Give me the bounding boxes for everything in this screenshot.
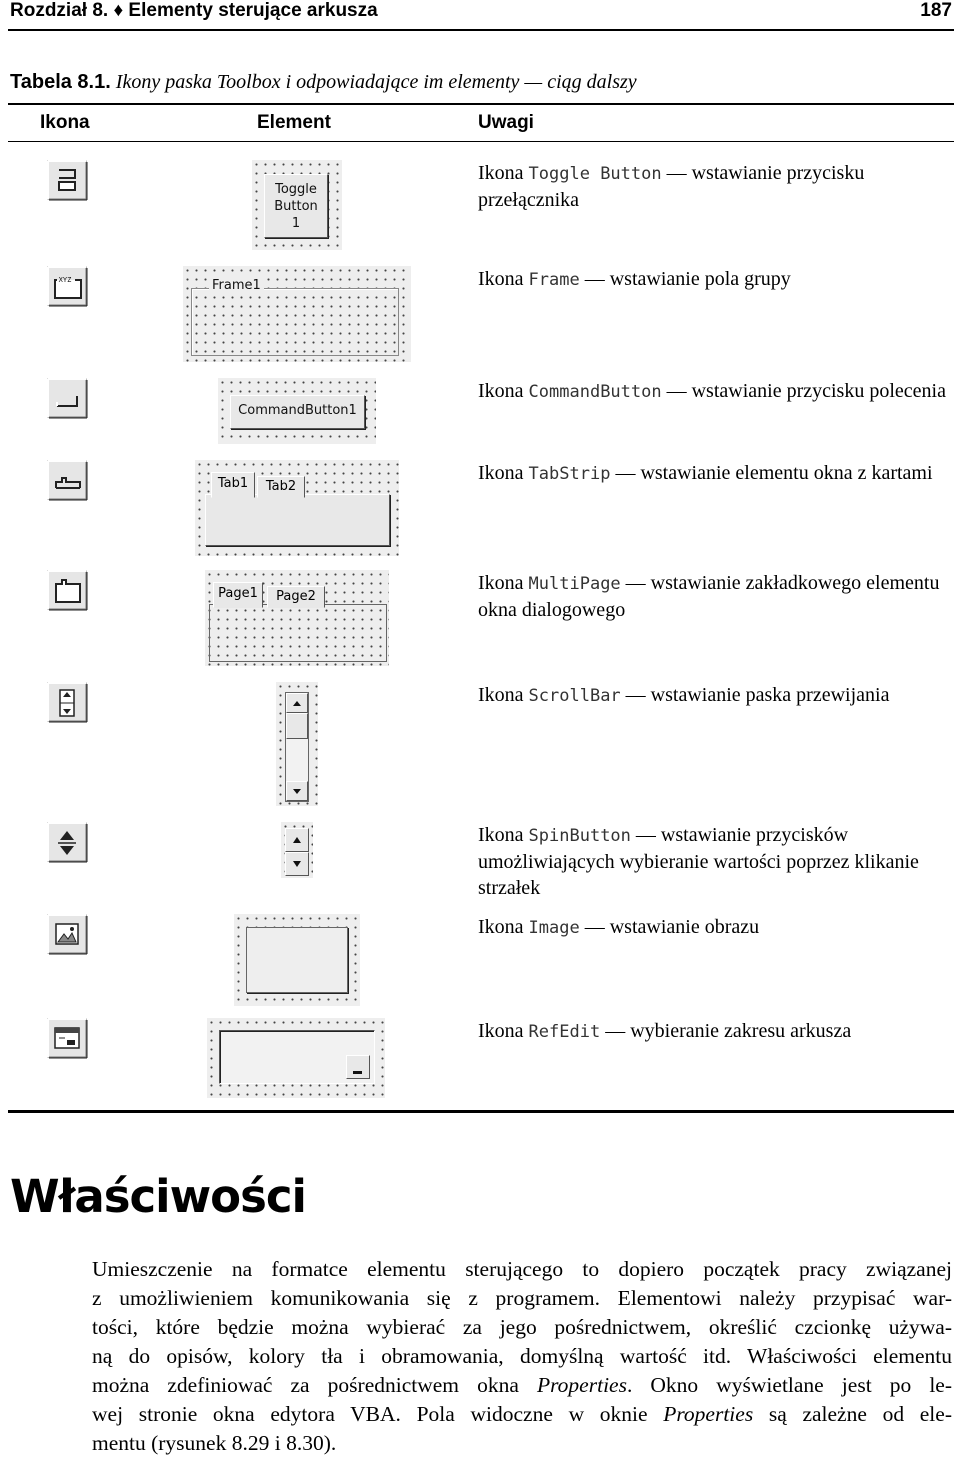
- row-note: Ikona Frame — wstawianie pola grupy: [478, 268, 791, 290]
- header-rule: [8, 29, 954, 31]
- spinbutton-icon: [47, 822, 89, 864]
- image-icon: [47, 914, 89, 956]
- frame-icon: [47, 266, 89, 308]
- table-rule-top: [8, 103, 954, 105]
- row-note: Ikona TabStrip — wstawianie elementu okna z kartami: [478, 462, 933, 484]
- tabstrip-icon: [47, 460, 89, 502]
- column-header-element: Element: [257, 112, 331, 133]
- running-header: [10, 0, 952, 24]
- code-name: CommandButton: [528, 382, 662, 402]
- code-name: Frame: [528, 270, 580, 290]
- code-name: Image: [528, 918, 580, 938]
- refedit-preview: [207, 1018, 385, 1098]
- scrollbar-icon: [47, 682, 89, 724]
- row-note: Ikona CommandButton — wstawianie przycisku polecenia: [478, 380, 946, 402]
- table-header-rule: [8, 141, 954, 142]
- command-button-icon: [47, 378, 89, 420]
- row-note: Ikona RefEdit — wybieranie zakresu arkusza: [478, 1020, 852, 1042]
- row-note: Ikona ScrollBar — wstawianie paska przewijania: [478, 684, 890, 706]
- tab-2: Tab2: [257, 476, 305, 498]
- column-header-notes: Uwagi: [478, 112, 534, 133]
- code-name: MultiPage: [528, 574, 621, 594]
- toggle-button-preview: [252, 160, 342, 250]
- row-note: Ikona Image — wstawianie obrazu: [478, 916, 760, 938]
- row-note: Ikona MultiPage — wstawianie zakładkowego elementu okna dialogowego: [478, 572, 940, 621]
- spinbutton-preview: [281, 822, 313, 878]
- image-preview: [234, 914, 360, 1006]
- frame-label: Frame1: [209, 278, 264, 293]
- table-rule-bottom: [8, 1110, 954, 1113]
- body-line: z umożliwieniem komunikowania się z programem. Elementowi należy przypisać war-: [92, 1286, 952, 1310]
- section-title: Właściwości: [10, 1170, 306, 1223]
- code-name: RefEdit: [528, 1022, 601, 1042]
- command-button-label: CommandButton1: [230, 395, 365, 429]
- frame-icon-label: XYZ: [58, 276, 72, 284]
- code-name: SpinButton: [528, 826, 631, 846]
- body-paragraph: [92, 1255, 952, 1458]
- toggle-button-icon: [47, 160, 89, 202]
- command-button-preview: [218, 378, 376, 444]
- page-number: 187: [920, 0, 952, 21]
- caption-label: Tabela 8.1.: [10, 71, 111, 93]
- code-name: Toggle Button: [528, 164, 662, 184]
- body-line: ną do opisów, kolory tła i obramowania, domyślną wartość itd. Właściwości elementu: [92, 1344, 952, 1368]
- body-line: można zdefiniować za pośrednictwem okna Properties. Okno wyświetlane jest po le-: [92, 1373, 952, 1397]
- properties-term: Properties: [663, 1402, 754, 1426]
- multipage-icon: [47, 570, 89, 612]
- multipage-preview: [205, 570, 389, 666]
- body-line: tości, które będzie można wybierać za jego pośrednictwem, określić czcionkę używa-: [92, 1315, 952, 1339]
- body-line: mentu (rysunek 8.29 i 8.30).: [92, 1431, 337, 1455]
- scrollbar-preview: [276, 682, 318, 806]
- frame-preview: [183, 266, 411, 362]
- row-note: Ikona SpinButton — wstawianie przycisków umożliwiających wybieranie wartości poprzez klikanie strzałek: [478, 824, 919, 899]
- table-caption: [10, 71, 637, 94]
- toggle-button-label-line1: Toggle: [275, 182, 317, 197]
- code-name: ScrollBar: [528, 686, 621, 706]
- page-tab-1: Page1: [213, 582, 263, 608]
- body-line: Umieszczenie na formatce elementu sterującego to dopiero początek pracy związanej: [92, 1257, 952, 1281]
- chapter-title: Rozdział 8. ♦ Elementy sterujące arkusza: [10, 0, 378, 21]
- tabstrip-preview: [195, 460, 399, 556]
- toggle-button-label-line2: Button: [274, 199, 318, 214]
- column-header-icon: Ikona: [40, 112, 90, 133]
- properties-term: Properties: [536, 1373, 627, 1397]
- tab-1: Tab1: [211, 472, 255, 498]
- toggle-button-label-line3: 1: [291, 216, 301, 231]
- body-line: wej stronie okna edytora VBA. Pola widoczne w oknie Properties są zależne od ele-: [92, 1402, 952, 1426]
- caption-text: Ikony paska Toolbox i odpowiadające im elementy — ciąg dalszy: [115, 71, 637, 93]
- refedit-icon: [47, 1018, 89, 1060]
- code-name: TabStrip: [528, 464, 611, 484]
- page-tab-2: Page2: [267, 586, 325, 608]
- row-note: Ikona Toggle Button — wstawianie przycisku przełącznika: [478, 162, 865, 211]
